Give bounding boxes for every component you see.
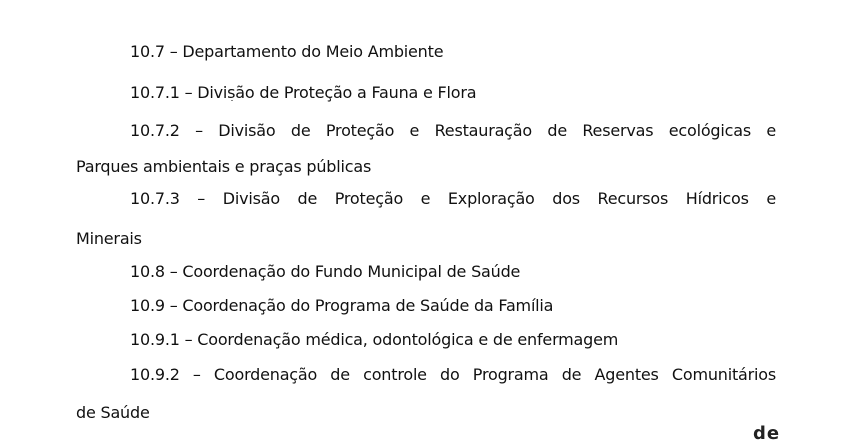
item-10-9-1: 10.9.1 – Coordenação médica, odontológica e de enfermagem — [130, 330, 619, 349]
item-10-9-2-continuation: de Saúde — [76, 403, 150, 422]
item-10-7-3-continuation: Minerais — [76, 229, 142, 248]
item-10-9: 10.9 – Coordenação do Programa de Saúde da Família — [130, 296, 554, 315]
item-10-7-2-continuation: Parques ambientais e praças públicas — [76, 157, 372, 176]
item-10-7: 10.7 – Departamento do Meio Ambiente — [130, 42, 444, 61]
item-10-9-2: 10.9.2 – Coordenação de controle do Programa de Agentes Comunitários — [130, 365, 776, 384]
item-10-7-2: 10.7.2 – Divisão de Proteção e Restauração de Reservas ecológicas e — [130, 121, 776, 140]
item-10-8: 10.8 – Coordenação do Fundo Municipal de Saúde — [130, 262, 521, 281]
partial-word: de — [753, 423, 781, 444]
item-10-7-1: 10.7.1 – Divisão de Proteção a Fauna e Flora — [130, 83, 477, 102]
item-10-7-3: 10.7.3 – Divisão de Proteção e Exploração dos Recursos Hídricos e — [130, 189, 776, 208]
